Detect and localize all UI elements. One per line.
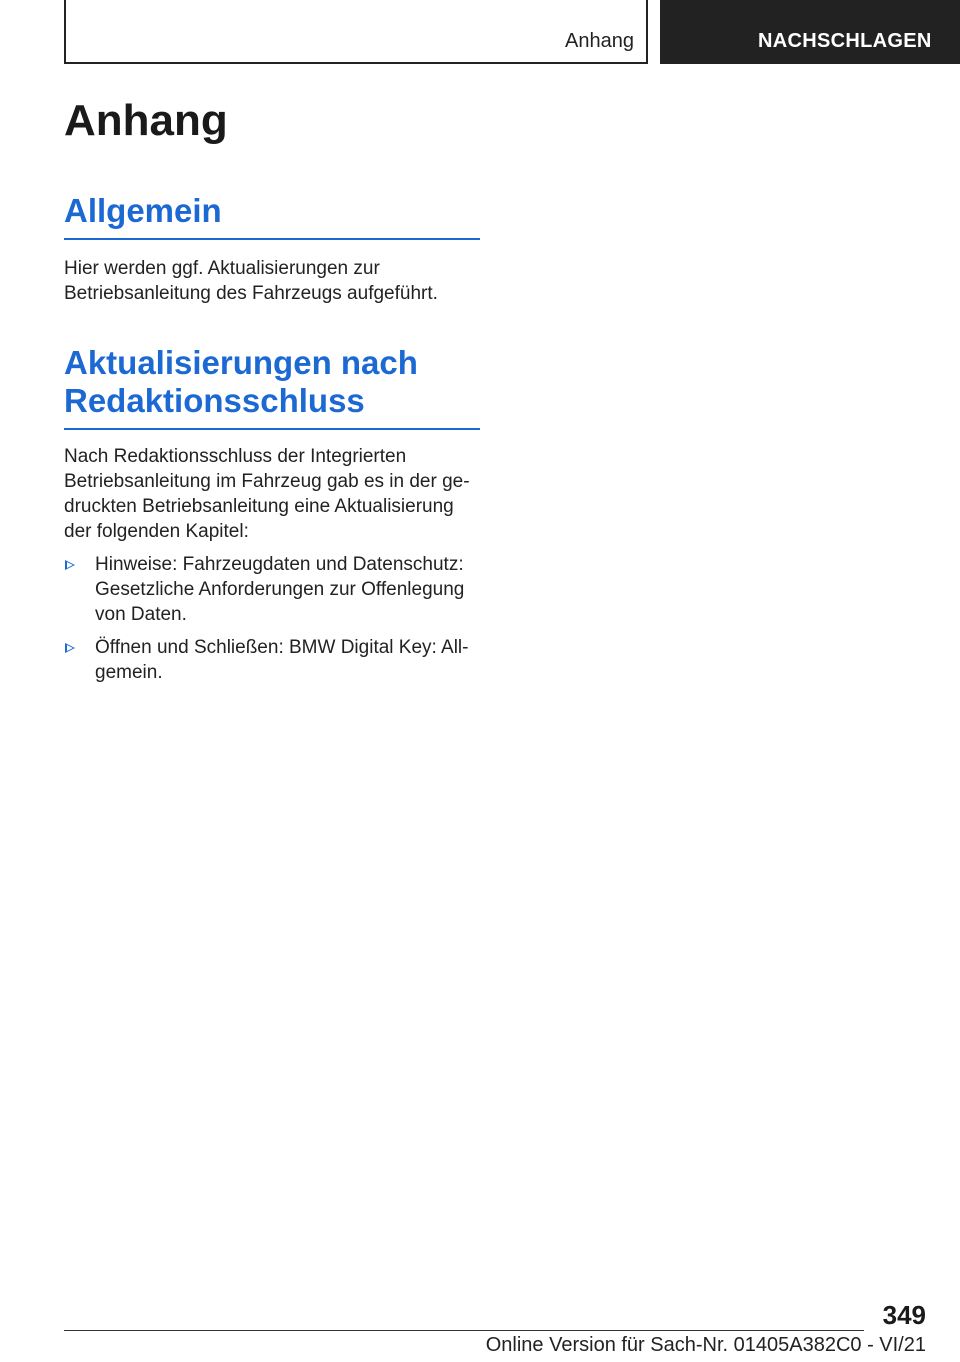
triangle-bullet-icon	[65, 643, 75, 653]
header-section-box	[64, 0, 648, 64]
footer-divider	[64, 1330, 864, 1331]
chapter-update-list	[64, 552, 480, 693]
section-heading-updates: Aktualisierungen nach Redaktionsschluss	[64, 344, 480, 430]
header-chapter-tab: NACHSCHLAGEN	[660, 0, 960, 64]
section-heading-general: Allgemein	[64, 192, 480, 240]
section-body-updates: Nach Redaktionsschluss der Integrierten Betriebsanleitung im Fahrzeug gab es in der gedruckten Betriebsanleitung eine Aktualisierung der folgenden Kapitel:	[64, 446, 470, 542]
triangle-bullet-icon	[65, 560, 75, 570]
page-title: Anhang	[64, 96, 228, 145]
list-item	[64, 635, 480, 685]
list-item-text: Öffnen und Schließen: BMW Digital Key: Allgemein.	[95, 637, 469, 683]
section-body-general: Hier werden ggf. Aktualisierungen zur Betriebsanleitung des Fahrzeugs aufgeführt.	[64, 258, 438, 304]
list-item	[64, 552, 480, 627]
footer-online-version-text: Online Version für Sach-Nr. 01405A382C0 - VI/21	[485, 1334, 926, 1356]
page-number: 349	[882, 1300, 926, 1330]
header-section-label: Anhang	[565, 30, 634, 52]
list-item-text: Hinweise: Fahrzeugdaten und Datenschutz: Gesetzliche Anforderungen zur Offenlegung von Daten.	[95, 554, 465, 625]
